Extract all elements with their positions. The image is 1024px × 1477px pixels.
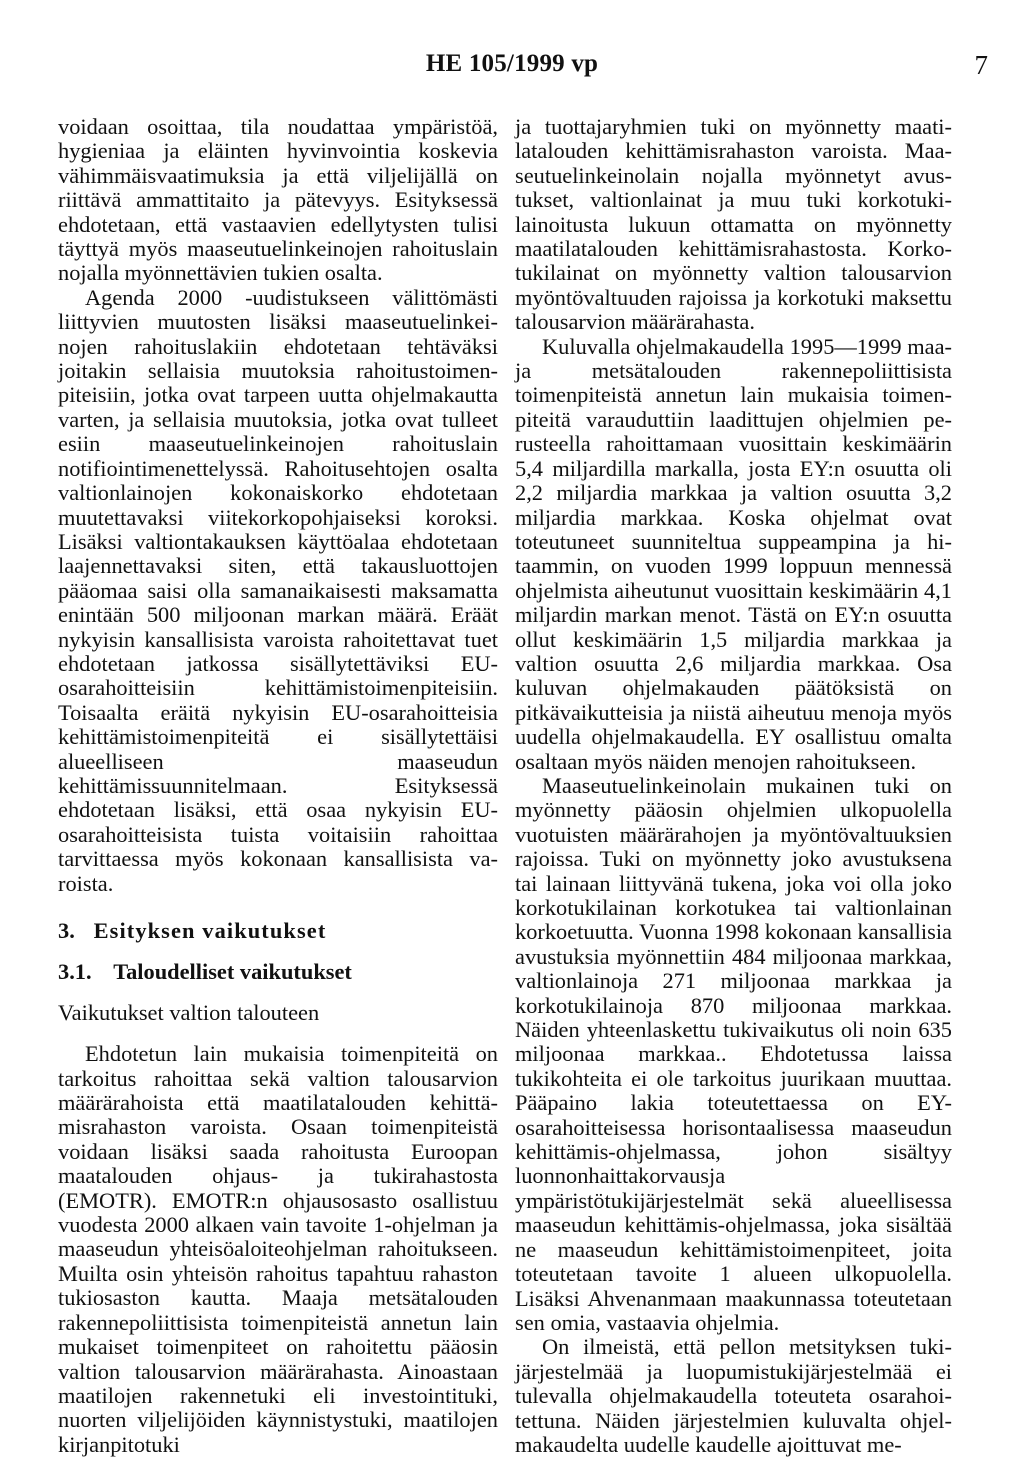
section-heading — [58, 919, 498, 943]
page-number: 7 — [974, 50, 988, 80]
document-id: HE 105/1999 vp — [425, 50, 599, 77]
right-column — [515, 115, 952, 1457]
paragraph: Ehdotetun lain mukaisia toimenpiteitä on tarkoitus rahoittaa sekä valtion talousarvion määrärahoista että maatilatalouden kehittämisrahaston varoista. Osaan toimenpiteistä voidaan lisäksi saada rahoitusta Euroopan maatalouden ohjaus- ja tukirahastosta (EMOTR). EMOTR:n ohjausosasto osallistuu vuodesta 2000 alkaen vain tavoite 1-ohjelman ja maaseudun yhteisöaloiteohjelman rahoitukseen. Muilta osin yhteisön rahoitus tapahtuu rahaston tukiosaston kautta. Maaja metsätalouden rakennepoliittisista toimenpiteistä annetun lain mukaiset toimenpiteet on rahoitettu pääosin valtion talousarvion määrärahasta. Ainoastaan maatilojen rakennetuki eli investointituki, nuorten viljelijöiden käynnistystuki, maatilojen kirjanpitotuki — [58, 1041, 498, 1457]
section-title: Esityksen vaikutukset — [93, 918, 327, 943]
paragraph: Maaseutuelinkeinolain mukainen tuki on myönnetty pääosin ohjelmien ulkopuolella vuotuisten määrärahojen ja myöntövaltuuksien rajoissa. Tuki on myönnetty joko avustuksena tai lainaan liittyvänä tukena, joka voi olla joko korkotukilainan korkotukea tai valtionlainan korkoetuutta. Vuonna 1998 kokonaan kansallisia avustuksia myönnettiin 484 miljoonaa markkaa, valtionlainoja 271 miljoonaa markkaa ja korkotukilainoja 870 miljoonaa markkaa. Näiden yhteenlaskettu tukivaikutus oli noin 635 miljoonaa markkaa.. Ehdotetussa laissa tukikohteita ei ole tarkoitus juurikaan muuttaa. Pääpaino lakia toteutettaessa on EY-osarahoitteisessa horisontaalisessa maaseudun kehittämis-ohjelmassa, johon sisältyy luonnonhaittakorvausja ympäristötukijärjestelmät sekä alueellisessa maaseudun kehittämis-ohjelmassa, joka sisältää ne maaseudun kehittämistoimenpiteet, joita toteutetaan tavoite 1 alueen ulkopuolella. Lisäksi Ahvenanmaan maakunnassa toteutetaan sen omia, vastaavia ohjelmia. — [515, 772, 952, 1335]
left-column — [58, 115, 498, 1457]
paragraph: ja tuottajaryhmien tuki on myönnetty maatilatalouden kehittämisrahaston varoista. Maaseutuelinkeinolain nojalla myönnetyt avustukset, valtionlainat ja muu tuki korkotukilainoitusta lukuun ottamatta on myönnetty maatilatalouden kehittämisrahastosta. Korkotukilainat on myönnetty valtion talousarvion myöntövaltuuden rajoissa ja korkotuki maksettu talousarvion määrärahasta. — [515, 114, 952, 335]
paragraph: voidaan osoittaa, tila noudattaa ympäristöä, hygieniaa ja eläinten hyvinvointia koskevia vähimmäisvaatimuksia ja että viljelijällä on riittävä ammattitaito ja pätevyys. Esityksessä ehdotetaan, että vastaavien edellytysten tulisi täyttyä myös maaseutuelinkeinojen rahoituslain nojalla myönnettävien tukien osalta. — [58, 114, 498, 286]
subsection-title: Taloudelliset vaikutukset — [113, 959, 352, 985]
paragraph: Agenda 2000 -uudistukseen välittömästi liittyvien muutosten lisäksi maaseutuelinkeinojen rahoituslakiin ehdotetaan tehtäväksi joitakin sellaisia muutoksia rahoitustoimenpiteisiin, jotka ovat tarpeen uutta ohjelmakautta varten, ja sellaisia muutoksia, jotka ovat tulleet esiin maaseutuelinkeinojen rahoituslain notifiointimenettelyssä. Rahoitusehtojen osalta valtionlainojen kokonaiskorko ehdotetaan muutettavaksi viitekorkopohjaiseksi koroksi. Lisäksi valtiontakauksen käyttöalaa ehdotetaan laajennettavaksi siten, että takausluottojen pääomaa saisi olla samanaikaisesti maksamatta enintään 500 miljoonan markan määrä. Eräät nykyisin kansallisista varoista rahoitettavat tuet ehdotetaan jatkossa sisällytettäviksi EU-osarahoitteisiin kehittämistoimenpiteisiin. Toisaalta eräitä nykyisin EU-osarahoitteisia kehittämistoimenpiteitä ei sisällytettäisi alueelliseen maaseudun kehittämissuunnitelmaan. Esityksessä ehdotetaan lisäksi, että osaa nykyisin EU-osarahoitteisista tuista voitaisiin rahoittaa tarvittaessa myös kokonaan kansallisista varoista. — [58, 284, 498, 896]
section-number: 3. — [58, 918, 75, 943]
subsection-heading — [58, 960, 498, 984]
topic-heading: Vaikutukset valtion talouteen — [58, 999, 320, 1025]
paragraph: On ilmeistä, että pellon metsityksen tukijärjestelmää ja luopumistukijärjestelmää ei tulevalla ohjelmakaudella toteuteta osarahoitettuna. Näiden järjestelmien kuluvalta ohjelmakaudelta uudelle kaudelle ajoittuvat me- — [515, 1334, 952, 1457]
paragraph: Kuluvalla ohjelmakaudella 1995—1999 maa- ja metsätalouden rakennepoliittisista toimenpiteistä annetun lain mukaisia toimenpiteitä varauduttiin laadittujen ohjelmien perusteella rahoittamaan vuosittain keskimäärin 5,4 miljardilla markalla, josta EY:n osuutta oli 2,2 miljardia markkaa ja valtion osuutta 3,2 miljardia markkaa. Koska ohjelmat ovat toteutuneet suunniteltua suppeampina ja hitaammin, on vuoden 1999 loppuun mennessä ohjelmista aiheutunut vuosittain keskimäärin 4,1 miljardin markan menot. Tästä on EY:n osuutta ollut keskimäärin 1,5 miljardia markkaa ja valtion osuutta 2,6 miljardia markkaa. Osa kuluvan ohjelmakauden päätöksistä on pitkävaikutteisia ja niistä aiheutuu menoja myös uudella ohjelmakaudella. EY osallistuu omalta osaltaan myös näiden menojen rahoitukseen. — [515, 333, 952, 774]
subsection-number: 3.1. — [58, 959, 92, 985]
